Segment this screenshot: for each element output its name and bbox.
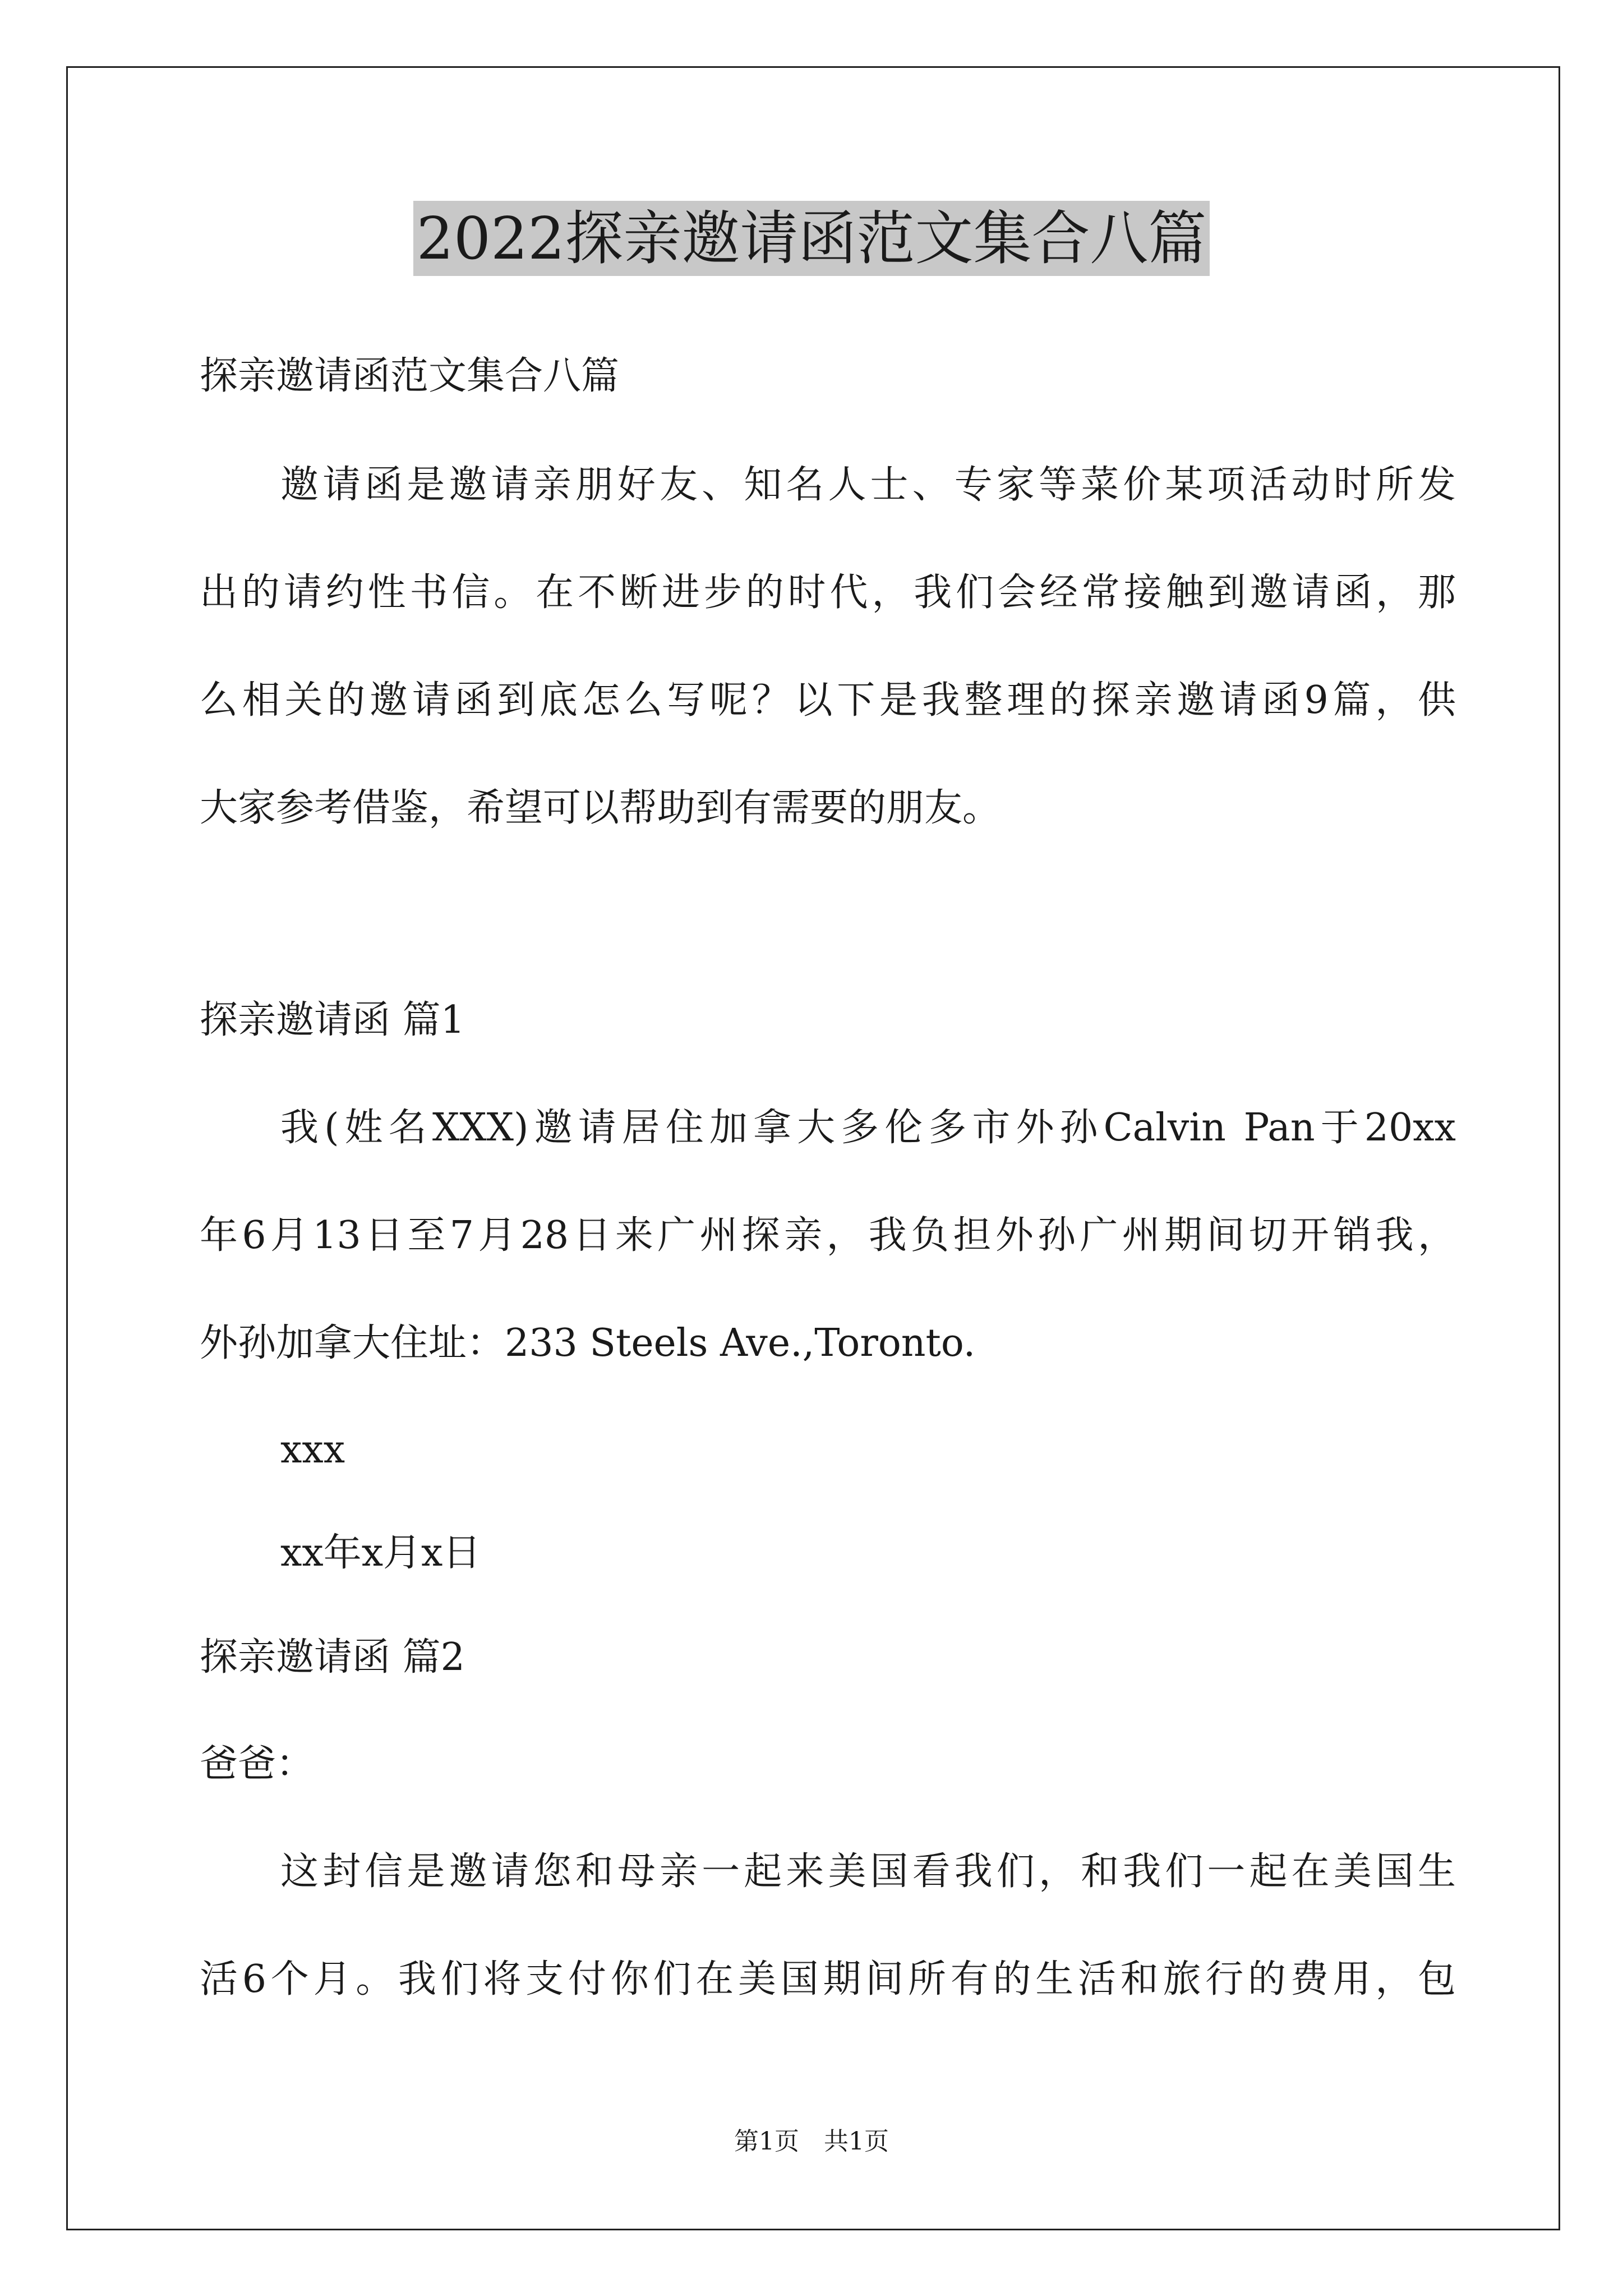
body-line-3: 么相关的邀请函到底怎么写呢？以下是我整理的探亲邀请函9篇，供: [200, 678, 1456, 723]
subtitle-line: 探亲邀请函范文集合八篇: [200, 354, 620, 398]
title-container: [0, 201, 1623, 276]
body-line-2: 出的请约性书信。在不断进步的时代，我们会经常接触到邀请函，那: [200, 570, 1456, 615]
section-heading-2: 探亲邀请函 篇2: [200, 1635, 465, 1680]
document-title: 2022探亲邀请函范文集合八篇: [413, 201, 1210, 276]
signature-name: xxx: [280, 1428, 345, 1472]
signature-date: xx年x月x日: [280, 1531, 481, 1575]
salutation: 爸爸：: [200, 1742, 315, 1786]
section-2-line-2: 活6个月。我们将支付你们在美国期间所有的生活和旅行的费用，包: [200, 1957, 1456, 2001]
body-line-1: 邀请函是邀请亲朋好友、知名人士、专家等菜价某项活动时所发: [280, 463, 1456, 507]
section-1-line-3: 外孙加拿大住址：233 Steels Ave.,Toronto.: [200, 1321, 976, 1365]
section-heading-1: 探亲邀请函 篇1: [200, 998, 465, 1042]
page-footer: 第1页 共1页: [734, 2127, 889, 2156]
section-1-line-2: 年6月13日至7月28日来广州探亲，我负担外孙广州期间切开销我，: [200, 1213, 1456, 1258]
body-line-4: 大家参考借鉴，希望可以帮助到有需要的朋友。: [200, 786, 1001, 830]
section-2-line-1: 这封信是邀请您和母亲一起来美国看我们，和我们一起在美国生: [280, 1849, 1456, 1894]
section-1-line-1: 我(姓名XXX)邀请居住加拿大多伦多市外孙Calvin Pan于20xx: [280, 1106, 1456, 1150]
